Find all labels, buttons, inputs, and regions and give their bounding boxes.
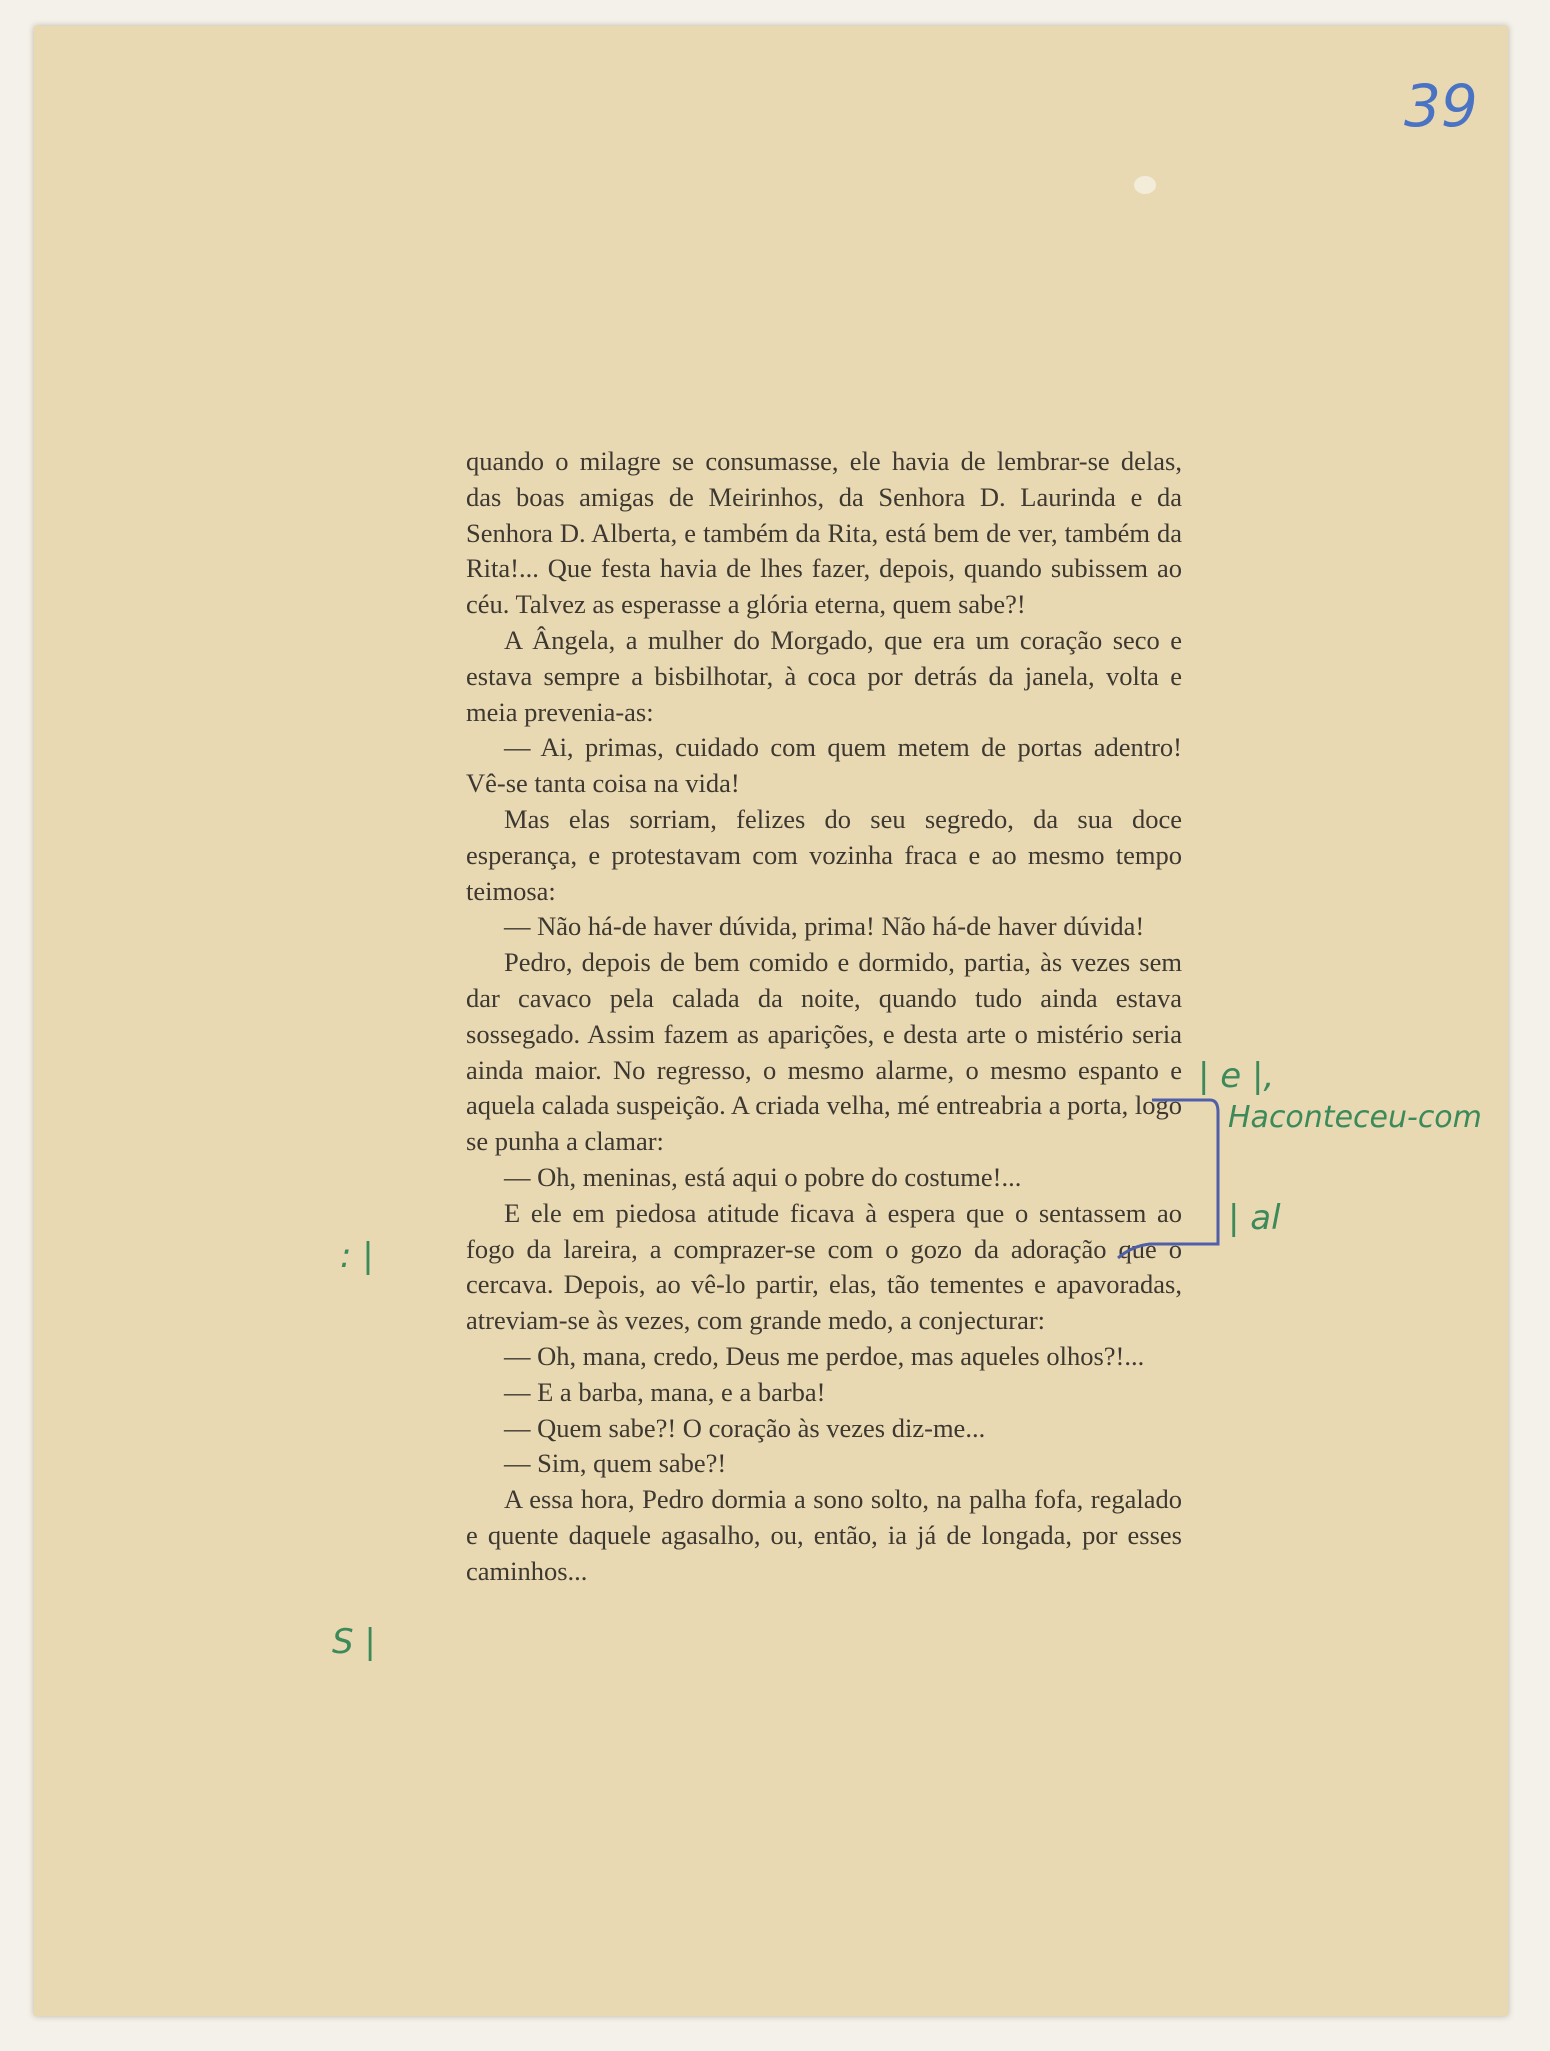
- annotation-left-1: : |: [340, 1236, 374, 1276]
- paragraph: — Ai, primas, cuidado com quem metem de portas adentro! Vê-se tanta coisa na vida!: [466, 732, 1182, 799]
- paragraph: — Oh, mana, credo, Deus me perdoe, mas aqueles olhos?!...: [504, 1340, 1145, 1371]
- annotation-right-3: | al: [1228, 1198, 1281, 1238]
- annotation-right-2: Haconteceu-com: [1228, 1100, 1482, 1135]
- paragraph: — E a barba, mana, e a barba!: [504, 1376, 826, 1407]
- page-number: 39: [1404, 72, 1478, 140]
- paragraph: E ele em piedosa atitude ficava à espera que o sentassem ao fogo da lareira, a comprazer-se com o gozo da adoração que o cercava. Depois, ao vê-lo partir, elas, tão tementes e apavoradas, atreviam-se às vezes, com grande medo, a conjecturar:: [466, 1197, 1182, 1336]
- paper-stain: [1134, 176, 1156, 194]
- paragraph: — Sim, quem sabe?!: [504, 1448, 727, 1479]
- margin-bracket: [1110, 1094, 1222, 1264]
- paragraph: — Não há-de haver dúvida, prima! Não há-de haver dúvida!: [504, 911, 1145, 942]
- annotation-left-2: S |: [332, 1622, 376, 1662]
- paragraph: Pedro, depois de bem comido e dormido, partia, às vezes sem dar cavaco pela calada da noite, quando tudo ainda estava sossegado. Assim fazem as aparições, e desta arte o mistério seria ainda maior. No regresso, o mesmo alarme, o mesmo espanto e aquela calada suspeição. A criada velha, mé entreabria a porta, logo se punha a clamar:: [466, 947, 1182, 1157]
- paragraph: — Quem sabe?! O coração às vezes diz-me...: [504, 1412, 986, 1443]
- paragraph: A essa hora, Pedro dormia a sono solto, na palha fofa, regalado e quente daquele agasalho, ou, então, ia já de longada, por esses caminhos...: [466, 1484, 1182, 1586]
- annotation-right-1: | e |,: [1198, 1056, 1275, 1096]
- paragraph: A Ângela, a mulher do Morgado, que era um coração seco e estava sempre a bisbilhotar, à coca por detrás da janela, volta e meia prevenia-as:: [466, 624, 1182, 727]
- paragraph: quando o milagre se consumasse, ele havia de lembrar-se delas, das boas amigas de Meirinhos, da Senhora D. Laurinda e da Senhora D. Alberta, e também da Rita, está bem de ver, também da Rita!... Que festa havia de lhes fazer, depois, quando subissem ao céu. Talvez as esperasse a glória eterna, quem sabe?!: [466, 446, 1182, 620]
- paragraph: Mas elas sorriam, felizes do seu segredo, da sua doce esperança, e protestavam com vozinha fraca e ao mesmo tempo teimosa:: [466, 803, 1182, 906]
- paragraph: — Oh, meninas, está aqui o pobre do costume!...: [504, 1161, 1022, 1192]
- body-text: [466, 444, 1182, 1590]
